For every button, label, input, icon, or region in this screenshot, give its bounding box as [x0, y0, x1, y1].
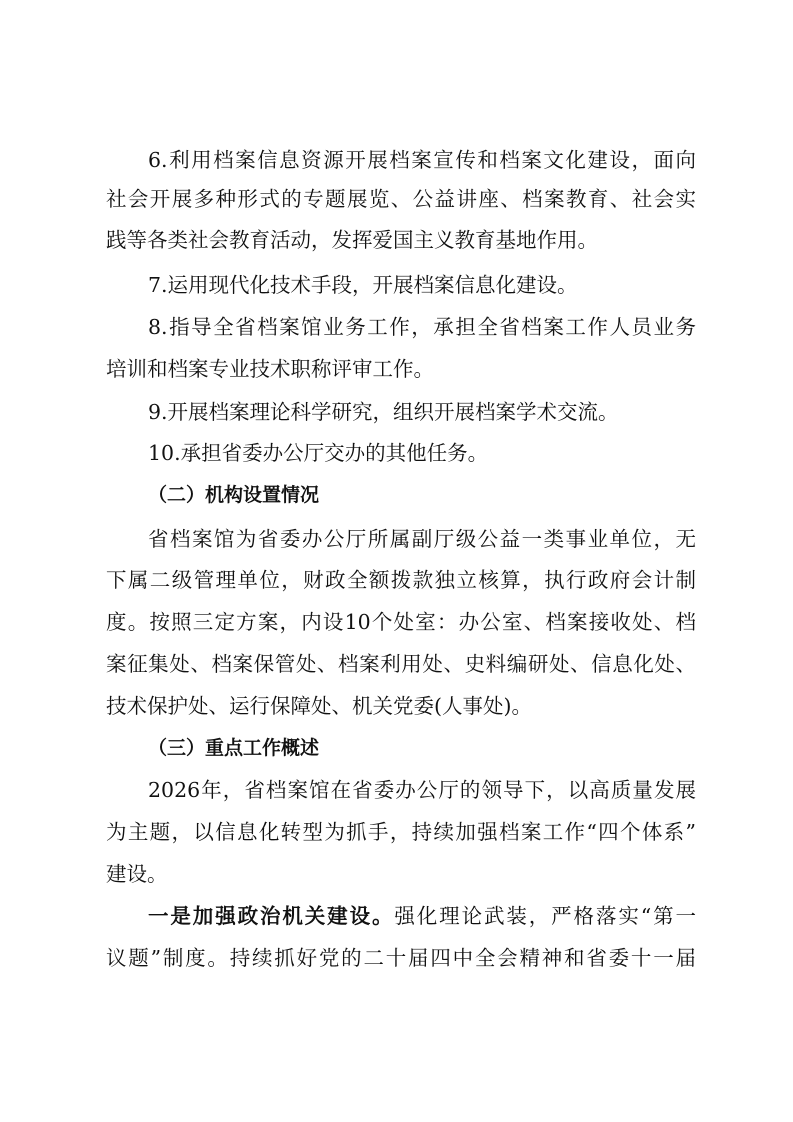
paragraph-line: 7.运用现代化技术手段，开展档案信息化建设。 [148, 273, 578, 297]
paragraph-line: 社会开展多种形式的专题展览、公益讲座、档案教育、社会实 [106, 187, 696, 211]
paragraph-line: 8.指导全省档案馆业务工作，承担全省档案工作人员业务 [148, 315, 696, 339]
paragraph-line: 培训和档案专业技术职称评审工作。 [106, 357, 434, 381]
bold-lead-text: 一是加强政治机关建设。 [148, 904, 395, 928]
paragraph-line: 技术保护处、运行保障处、机关党委(人事处)。 [106, 694, 532, 718]
paragraph-line: 度。按照三定方案，内设10个处室：办公室、档案接收处、档 [106, 610, 696, 634]
paragraph-line: 下属二级管理单位，财政全额拨款独立核算，执行政府会计制 [106, 568, 696, 592]
paragraph-line: 9.开展档案理论科学研究，组织开展档案学术交流。 [148, 400, 619, 424]
paragraph-line: 践等各类社会教育活动，发挥爱国主义教育基地作用。 [106, 228, 598, 252]
paragraph-line: 省档案馆为省委办公厅所属副厅级公益一类事业单位，无 [148, 527, 696, 551]
paragraph-line: 为主题，以信息化转型为抓手，持续加强档案工作“四个体系” [106, 820, 696, 844]
section-heading: （二）机构设置情况 [148, 484, 320, 506]
paragraph-line: 议题”制度。持续抓好党的二十届四中全会精神和省委十一届 [106, 946, 696, 970]
paragraph-line: 6.利用档案信息资源开展档案宣传和档案文化建设，面向 [148, 148, 696, 172]
paragraph-line: 2026年，省档案馆在省委办公厅的领导下，以高质量发展 [148, 778, 696, 802]
paragraph-line: 建设。 [106, 862, 168, 886]
section-heading: （三）重点工作概述 [148, 737, 320, 759]
paragraph-text: 强化理论武装，严格落实“第一 [394, 904, 696, 928]
paragraph-line: 10.承担省委办公厅交办的其他任务。 [148, 441, 489, 465]
paragraph-line: 案征集处、档案保管处、档案利用处、史料编研处、信息化处、 [106, 652, 696, 676]
paragraph-line [148, 898, 696, 934]
